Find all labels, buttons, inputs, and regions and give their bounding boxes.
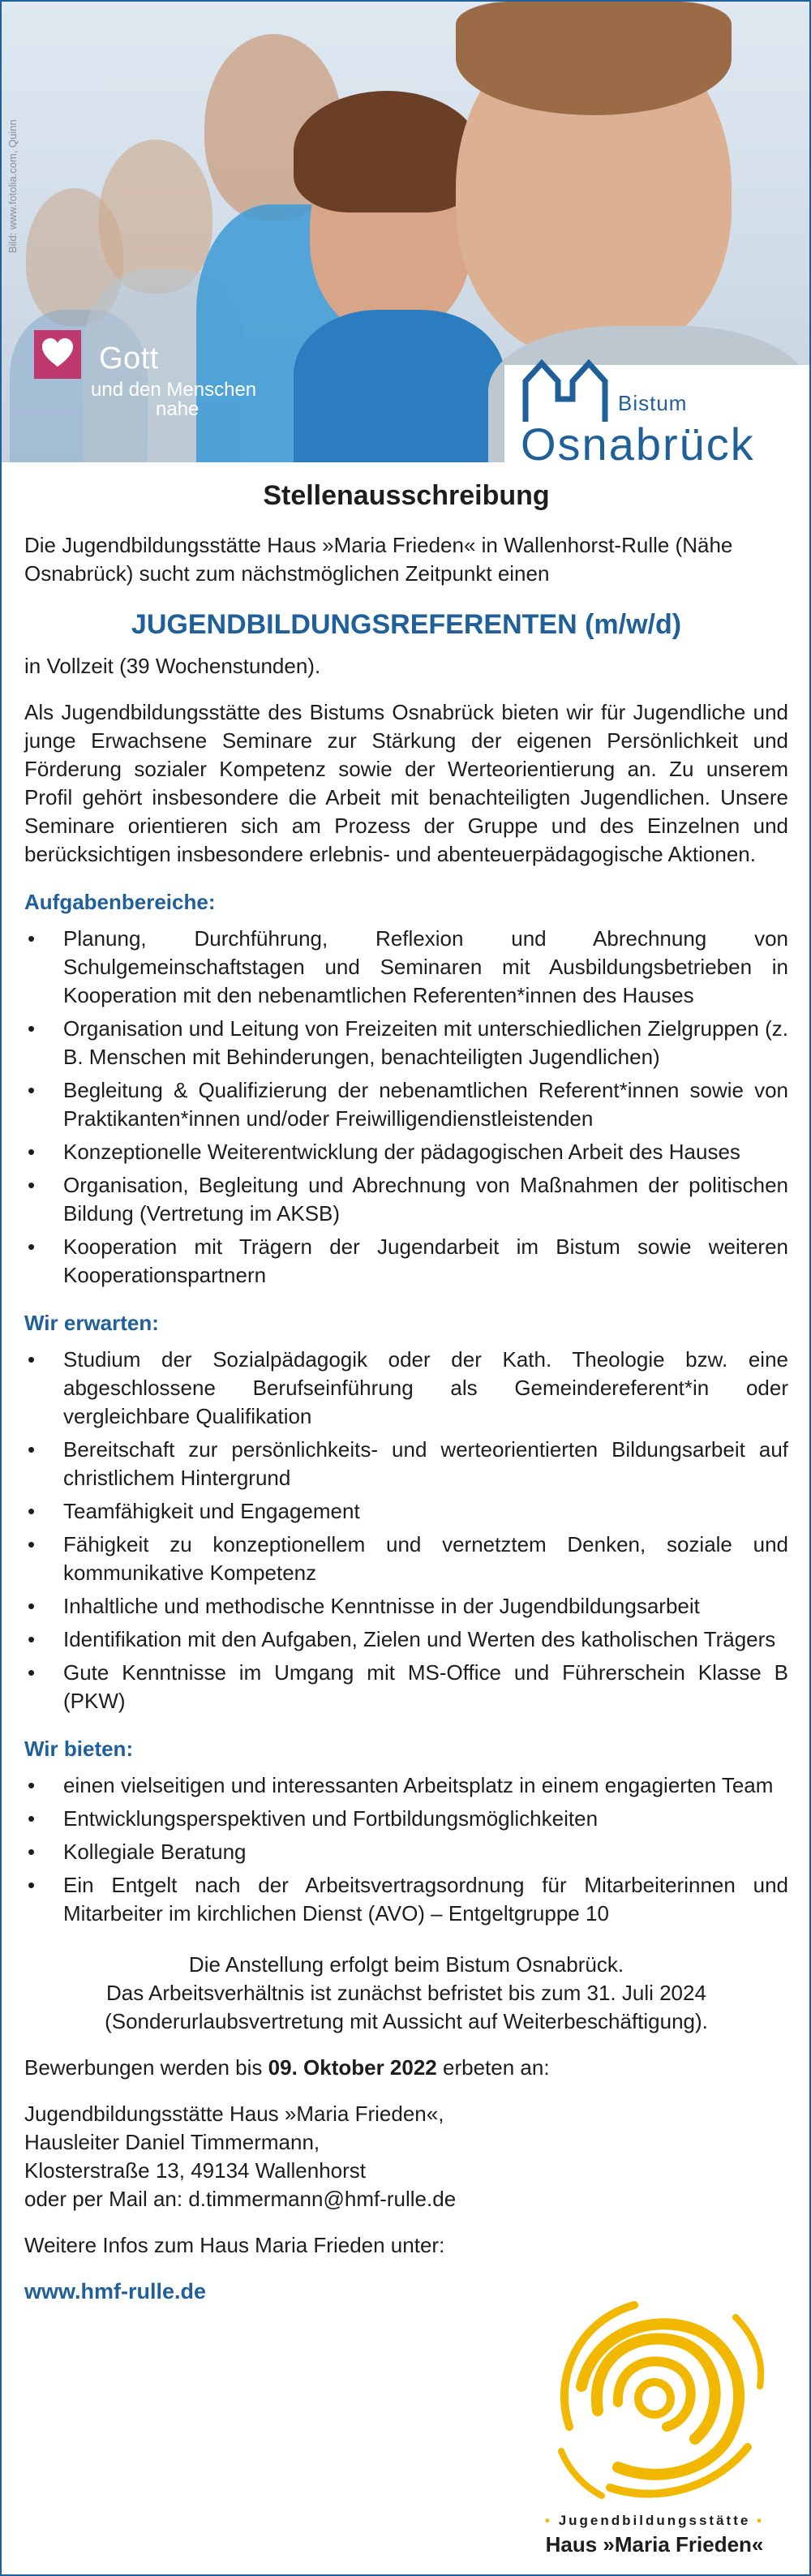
list-item: • Teamfähigkeit und Engagement [28,1499,360,1523]
list-item: • einen vielseitigen und interessanten Arbeitsplatz in einem engagierten Team [28,1773,774,1797]
hmf-logo-title: Haus »Maria Frieden« [545,2532,764,2557]
list-item: • Fähigkeit zu konzeptionellem und vernetztem Denken, soziale und kommunikative Kompetenz [28,1532,788,1585]
list-item: • Planung, Durchführung, Reflexion und Abrechnung von Schulgemeinschaftstagen und Seminaren mit Ausbildungsbetrieben in Kooperation mit den nebenamtlichen Referenten*innen des Hauses [28,926,788,1007]
header-photo [2,2,809,462]
nahe-text: nahe [156,398,200,420]
osnabrueck-label: Osnabrück [521,419,755,462]
website-link[interactable]: www.hmf-rulle.de [24,2279,207,2303]
employment-line-2: Das Arbeitsverhältnis ist zunächst befristet bis zum 31. Juli 2024 (Sonderurlaubsvertretung mit Aussicht auf Weiterbeschäftigung). [105,1981,708,2033]
und-den-menschen-text: und den Menschen [91,379,257,401]
description-text: Als Jugendbildungsstätte des Bistums Osnabrück bieten wir für Jugendliche und junge Erwachsene Seminare zur Stärkung der eigenen Persönlichkeit und Förderung sozialer Kompetenz sowie der Werteorientierung an. Zu unserem Profil gehört insbesondere die Arbeit mit benachteiligten Jugendlichen. Unsere Seminare orientieren sich am Prozess der Gruppe und des Einzelnen und berücksichtigen insbesondere erlebnis- und abenteuerpädagogische Aktionen. [24,700,788,866]
employment-line-1: Die Anstellung erfolgt beim Bistum Osnabrück. [188,1952,624,1977]
list-item: • Studium der Sozialpädagogik oder der Kath. Theologie bzw. eine abgeschlossene Berufseinführung als Gemeindereferent*in oder vergleichbare Qualifikation [28,1347,788,1428]
heart-badge [34,330,81,379]
offer-heading: Wir bieten: [24,1737,134,1761]
list-item: • Gute Kenntnisse im Umgang mit MS-Office und Führerschein Klasse B (PKW) [28,1660,788,1713]
bistum-osnabrueck-logo [504,357,809,462]
contact-line-3: Klosterstraße 13, 49134 Wallenhorst [24,2158,367,2183]
list-item: • Kollegiale Beratung [28,1840,247,1864]
job-title: JUGENDBILDUNGSREFERENTEN (m/w/d) [131,609,682,640]
expect-list [24,1346,788,1715]
list-item: • Kooperation mit Trägern der Jugendarbeit im Bistum sowie weiteren Kooperationspartnern [28,1234,788,1287]
list-item: • Begleitung & Qualifizierung der nebenamtlichen Referent*innen sowie von Praktikanten*innen und/oder Freiwilligendienstleistenden [28,1078,788,1131]
gott-text: Gott [99,341,159,376]
list-item: • Ein Entgelt nach der Arbeitsvertragsordnung für Mitarbeiterinnen und Mitarbeiter im kirchlichen Dienst (AVO) – Entgeltgruppe 10 [28,1873,788,1926]
list-item: • Identifikation mit den Aufgaben, Zielen und Werten des katholischen Trägers [28,1627,776,1651]
list-item: • Entwicklungsperspektiven und Fortbildungsmöglichkeiten [28,1806,599,1831]
list-item: • Bereitschaft zur persönlichkeits- und werteorientierten Bildungsarbeit auf christlichem Hintergrund [28,1437,788,1490]
tasks-heading: Aufgabenbereiche: [24,890,216,914]
heart-icon [41,337,75,370]
person-figure [294,91,480,213]
sun-swirl-icon [521,2289,788,2508]
gott-logo [34,330,277,419]
offer-list [24,1771,788,1928]
page-title: Stellenausschreibung [263,480,550,511]
cathedral-icon [521,357,610,423]
photo-credit: Bild: www.fotolia.com, Quinn [6,119,19,253]
contact-line-1: Jugendbildungsstätte Haus »Maria Frieden«, [24,2102,444,2126]
person-figure [294,310,504,462]
maria-frieden-logo [521,2289,788,2565]
bistum-label: Bistum [618,391,688,415]
list-item: • Organisation und Leitung von Freizeiten mit unterschiedlichen Zielgruppen (z. B. Menschen mit Behinderungen, benachteiligten Jugendlichen) [28,1016,788,1069]
application-deadline: Bewerbungen werden bis 09. Oktober 2022 erbeten an: [24,2055,550,2080]
contact-email-line[interactable]: oder per Mail an: d.timmermann@hmf-rulle.de [24,2187,457,2211]
list-item: • Inhaltliche und methodische Kenntnisse in der Jugendbildungsarbeit [28,1594,700,1618]
list-item: • Konzeptionelle Weiterentwicklung der pädagogischen Arbeit des Hauses [28,1140,740,1164]
person-figure [456,2,732,115]
expect-heading: Wir erwarten: [24,1311,159,1335]
hmf-logo-subtitle: ▪ Jugendbildungsstätte ▪ [544,2513,765,2528]
tasks-list [24,925,788,1290]
intro-text: Die Jugendbildungsstätte Haus »Maria Frieden« in Wallenhorst-Rulle (Nähe Osnabrück) sucht zum nächstmöglichen Zeitpunkt einen [24,533,733,586]
contact-line-2: Hausleiter Daniel Timmermann, [24,2130,320,2154]
hours-text: in Vollzeit (39 Wochenstunden). [24,654,321,678]
more-info-text: Weitere Infos zum Haus Maria Frieden unter: [24,2233,445,2257]
ad-content [24,480,788,2304]
deadline-date: 09. Oktober 2022 [268,2055,437,2080]
list-item: • Organisation, Begleitung und Abrechnung von Maßnahmen der politischen Bildung (Vertretung im AKSB) [28,1173,788,1226]
